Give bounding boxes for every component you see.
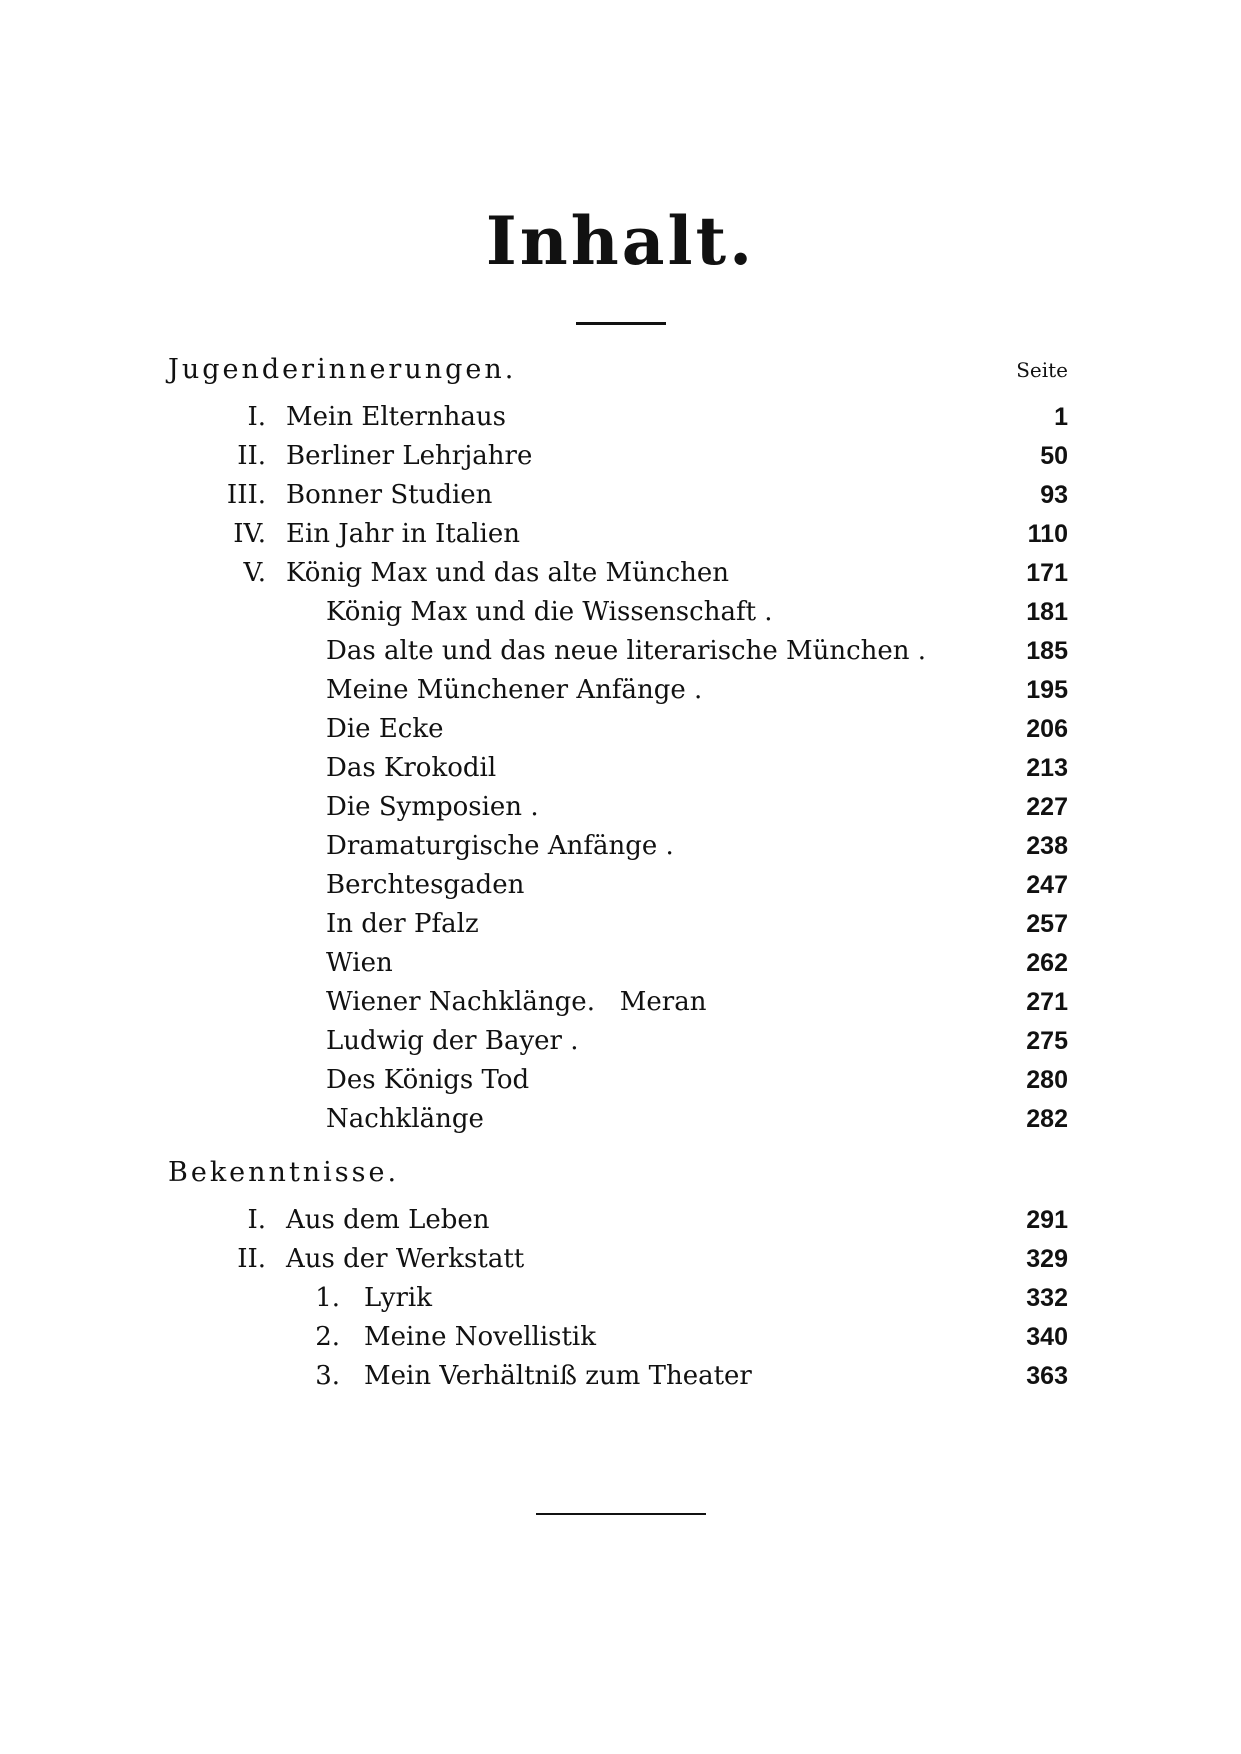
page-number: 275 (1026, 1027, 1068, 1055)
page-number: 181 (1026, 598, 1068, 626)
toc-subentry[interactable] (168, 943, 1068, 983)
toc-entry[interactable] (168, 475, 1068, 515)
page-number: 185 (1026, 637, 1068, 665)
page-number: 171 (1026, 559, 1068, 587)
entry-title: Wien (326, 948, 393, 978)
toc-entry[interactable] (168, 397, 1068, 437)
entry-title: Mein Elternhaus (286, 402, 506, 432)
entry-title: Bonner Studien (286, 480, 493, 510)
page-number: 332 (1026, 1284, 1068, 1312)
toc-subentry[interactable] (168, 592, 1068, 632)
chapter-number: V. (243, 558, 266, 588)
entry-title: Des Königs Tod (326, 1065, 530, 1095)
page-number: 1 (1054, 403, 1068, 431)
entry-title: In der Pfalz (326, 909, 479, 939)
page-title: Inhalt. (485, 202, 756, 280)
entry-title: Berchtesgaden (326, 870, 525, 900)
page-number: 271 (1026, 988, 1068, 1016)
title-divider (576, 322, 666, 325)
toc-entry[interactable] (168, 436, 1068, 476)
chapter-number: III. (226, 480, 266, 510)
chapter-number: II. (237, 441, 266, 471)
entry-title: Aus der Werkstatt (286, 1244, 525, 1274)
entry-title: Die Ecke (326, 714, 444, 744)
page-number: 238 (1026, 832, 1068, 860)
toc-entry[interactable] (168, 514, 1068, 554)
toc-entry[interactable] (168, 1200, 1068, 1240)
entry-title: Aus dem Leben (286, 1205, 490, 1235)
entry-title: Mein Verhältniß zum Theater (364, 1361, 752, 1391)
section-heading-text: Bekenntnisse. (168, 1157, 400, 1188)
toc-subentry[interactable] (168, 1278, 1068, 1318)
page-number: 329 (1026, 1245, 1068, 1273)
toc-subentry[interactable] (168, 670, 1068, 710)
section-heading-jugenderinnerungen (168, 350, 1068, 390)
page-number: 110 (1027, 520, 1068, 548)
page-number: 227 (1026, 793, 1068, 821)
page-number: 291 (1026, 1206, 1068, 1234)
page-number: 262 (1026, 949, 1068, 977)
page-number: 257 (1026, 910, 1068, 938)
entry-title: Das alte und das neue literarische München . (326, 636, 927, 666)
subentry-number: 3. (315, 1361, 340, 1391)
chapter-number: I. (247, 1205, 266, 1235)
entry-title: Nachklänge (326, 1104, 484, 1134)
toc-subentry[interactable] (168, 904, 1068, 944)
chapter-number: II. (237, 1244, 266, 1274)
entry-title: König Max und die Wissenschaft . (326, 597, 773, 627)
toc-subentry[interactable] (168, 631, 1068, 671)
entry-title: Wiener Nachklänge. Meran (326, 987, 707, 1017)
section-heading-text: Jugenderinnerungen. (168, 354, 517, 385)
toc-subentry[interactable] (168, 748, 1068, 788)
toc-subentry[interactable] (168, 709, 1068, 749)
entry-title: Meine Münchener Anfänge . (326, 675, 703, 705)
toc-entry[interactable] (168, 553, 1068, 593)
page-number: 93 (1040, 481, 1068, 509)
entry-title: Dramaturgische Anfänge . (326, 831, 674, 861)
toc-subentry[interactable] (168, 1099, 1068, 1139)
toc-subentry[interactable] (168, 1317, 1068, 1357)
entry-title: Ludwig der Bayer . (326, 1026, 579, 1056)
chapter-number: IV. (233, 519, 266, 549)
page-number: 195 (1026, 676, 1068, 704)
toc-subentry[interactable] (168, 1060, 1068, 1100)
toc-subentry[interactable] (168, 826, 1068, 866)
toc-subentry[interactable] (168, 1356, 1068, 1396)
page-number: 206 (1026, 715, 1068, 743)
entry-title: Die Symposien . (326, 792, 539, 822)
subentry-number: 2. (315, 1322, 340, 1352)
entry-title: Berliner Lehrjahre (286, 441, 533, 471)
entry-title: König Max und das alte München (286, 558, 730, 588)
section-heading-bekenntnisse (168, 1153, 1068, 1193)
chapter-number: I. (247, 402, 266, 432)
toc-subentry[interactable] (168, 982, 1068, 1022)
page-number: 213 (1026, 754, 1068, 782)
end-divider (536, 1513, 706, 1515)
page-column-label: Seite (1016, 358, 1068, 382)
page-number: 282 (1026, 1105, 1068, 1133)
entry-title: Lyrik (364, 1283, 432, 1313)
entry-title: Das Krokodil (326, 753, 497, 783)
page-number: 363 (1026, 1362, 1068, 1390)
page-number: 340 (1026, 1323, 1068, 1351)
page-number: 50 (1040, 442, 1068, 470)
subentry-number: 1. (315, 1283, 340, 1313)
page-number: 247 (1026, 871, 1068, 899)
toc-subentry[interactable] (168, 865, 1068, 905)
toc-subentry[interactable] (168, 787, 1068, 827)
toc-entry[interactable] (168, 1239, 1068, 1279)
page-number: 280 (1026, 1066, 1068, 1094)
toc-subentry[interactable] (168, 1021, 1068, 1061)
entry-title: Meine Novellistik (364, 1322, 597, 1352)
entry-title: Ein Jahr in Italien (286, 519, 520, 549)
